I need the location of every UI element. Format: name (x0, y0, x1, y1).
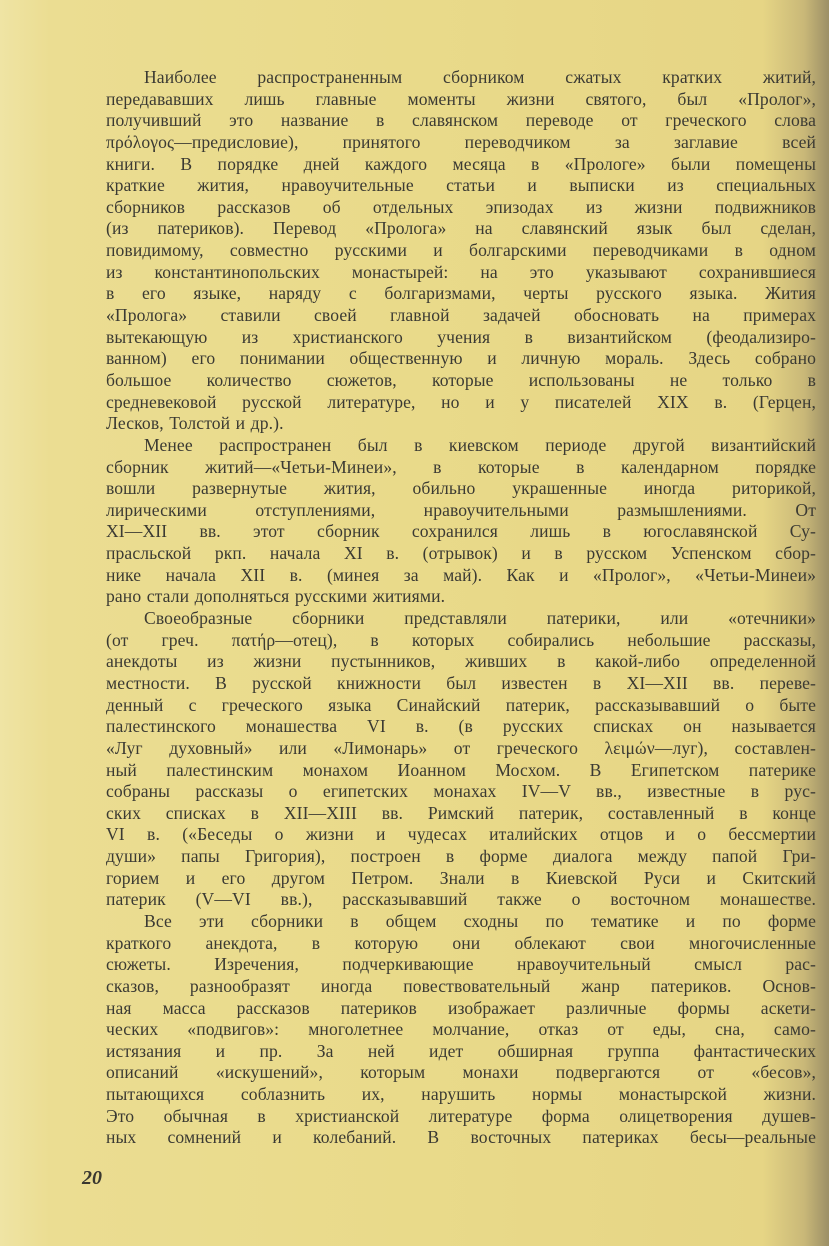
text-line: Своеобразные сборники представляли патерики, или «отечники» (144, 608, 816, 629)
paragraph (106, 911, 816, 1149)
text-line: средневековой русской литературе, но и у писателей XIX в. (Герцен, (106, 391, 816, 412)
text-line: собраны рассказы о египетских монахах IV—V вв., известные в рус- (106, 781, 816, 802)
text-line: горием и его другом Петром. Знали в Киевской Руси и Скитский (106, 867, 816, 888)
text-line: большое количество сюжетов, которые использованы не только в (106, 369, 816, 390)
text-line: нике начала XII в. (минея за май). Как и «Пролог», «Четьи-Минеи» (106, 564, 816, 585)
text-line: Менее распространен был в киевском периоде другой византийский (144, 434, 816, 455)
text-line: «Луг духовный» или «Лимонарь» от греческого λειμών—луг), составлен- (106, 737, 816, 758)
paragraph (106, 67, 816, 435)
text-line: повидимому, совместно русскими и болгарскими переводчиками в одном (106, 240, 816, 261)
text-line: краткого анекдота, в которую они облекают свои многочисленные (106, 932, 816, 953)
paragraph (106, 608, 816, 911)
text-line: лирическими отступлениями, нравоучительными размышлениями. От (106, 499, 816, 520)
text-line: вошли развернутые жития, обильно украшенные иногда риторикой, (106, 478, 816, 499)
text-line: краткие жития, нравоучительные статьи и выписки из специальных (106, 175, 816, 196)
text-line: πρόλογος—предисловие), принятого переводчиком за заглавие всей (106, 131, 816, 152)
text-line: вытекающую из христианского учения в византийском (феодализиро- (106, 326, 816, 347)
text-line: ных сомнений и колебаний. В восточных патериках бесы—реальные (106, 1127, 816, 1148)
text-line: местности. В русской книжности был известен в XI—XII вв. переве- (106, 672, 816, 693)
text-line: ческих «подвигов»: многолетнее молчание, отказ от еды, сна, само- (106, 1019, 816, 1040)
text-line: ная масса рассказов патериков изображает различные формы аскети- (106, 997, 816, 1018)
text-line: описаний «искушений», которым монахи подвергаются от «бесов», (106, 1062, 816, 1083)
text-line: Наиболее распространенным сборником сжатых кратких житий, (144, 67, 816, 87)
page-number: 20 (82, 1167, 102, 1189)
text-line: палестинского монашества VI в. (в русских списках он называется (106, 716, 816, 737)
text-line: пытающихся соблазнить их, нарушить нормы монастырской жизни. (106, 1084, 816, 1105)
page-body-text (106, 67, 816, 1149)
text-line: VI в. («Беседы о жизни и чудесах италийских отцов и о бессмертии (106, 824, 816, 845)
text-line: XI—XII вв. этот сборник сохранился лишь в югославянской Су- (106, 521, 816, 542)
text-line: сборников рассказов об отдельных эпизодах из жизни подвижников (106, 196, 816, 217)
text-line: ванном) его понимании общественную и личную мораль. Здесь собрано (106, 348, 816, 369)
text-line: (от греч. πατήρ—отец), в которых собирались небольшие рассказы, (106, 629, 816, 650)
text-line: (из патериков). Перевод «Пролога» на славянский язык был сделан, (106, 218, 816, 239)
text-line: из константинопольских монастырей: на это указывают сохранившиеся (106, 261, 816, 282)
text-line: сказов, разнообразят иногда повествовательный жанр патериков. Основ- (106, 975, 816, 996)
text-line: «Пролога» ставили своей главной задачей обосновать на примерах (106, 305, 816, 326)
text-line: ный палестинским монахом Иоанном Мосхом. В Египетском патерике (106, 759, 816, 780)
text-line: получивший это название в славянском переводе от греческого слова (106, 110, 816, 131)
text-line: Лесков, Толстой и др.). (106, 413, 284, 434)
text-line: книги. В порядке дней каждого месяца в «Прологе» были помещены (106, 153, 816, 174)
paragraph (106, 435, 816, 608)
text-line: истязания и пр. За ней идет обширная группа фантастических (106, 1040, 816, 1061)
text-line: сборник житий—«Четьи-Минеи», в которые в календарном порядке (106, 456, 816, 477)
text-line: Это обычная в христианской литературе форма олицетворения душев- (106, 1105, 816, 1126)
text-line: патерик (V—VI вв.), рассказывавший также о восточном монашестве. (106, 889, 816, 910)
text-line: ских списках в XII—XIII вв. Римский патерик, составленный в конце (106, 802, 816, 823)
text-line: денный с греческого языка Синайский патерик, рассказывавший о быте (106, 694, 816, 715)
text-line: в его языке, наряду с болгаризмами, черты русского языка. Жития (106, 283, 816, 304)
text-line: рано стали дополняться русскими житиями. (106, 586, 446, 607)
text-line: прасльской ркп. начала XI в. (отрывок) и в русском Успенском сбор- (106, 543, 816, 564)
text-line: сюжеты. Изречения, подчеркивающие нравоучительный смысл рас- (106, 954, 816, 975)
text-line: анекдоты из жизни пустынников, живших в какой-либо определенной (106, 651, 816, 672)
text-line: души» папы Григория), построен в форме диалога между папой Гри- (106, 846, 816, 867)
text-line: передававших лишь главные моменты жизни святого, был «Пролог», (106, 88, 816, 109)
text-line: Все эти сборники в общем сходны по тематике и по форме (144, 910, 816, 931)
